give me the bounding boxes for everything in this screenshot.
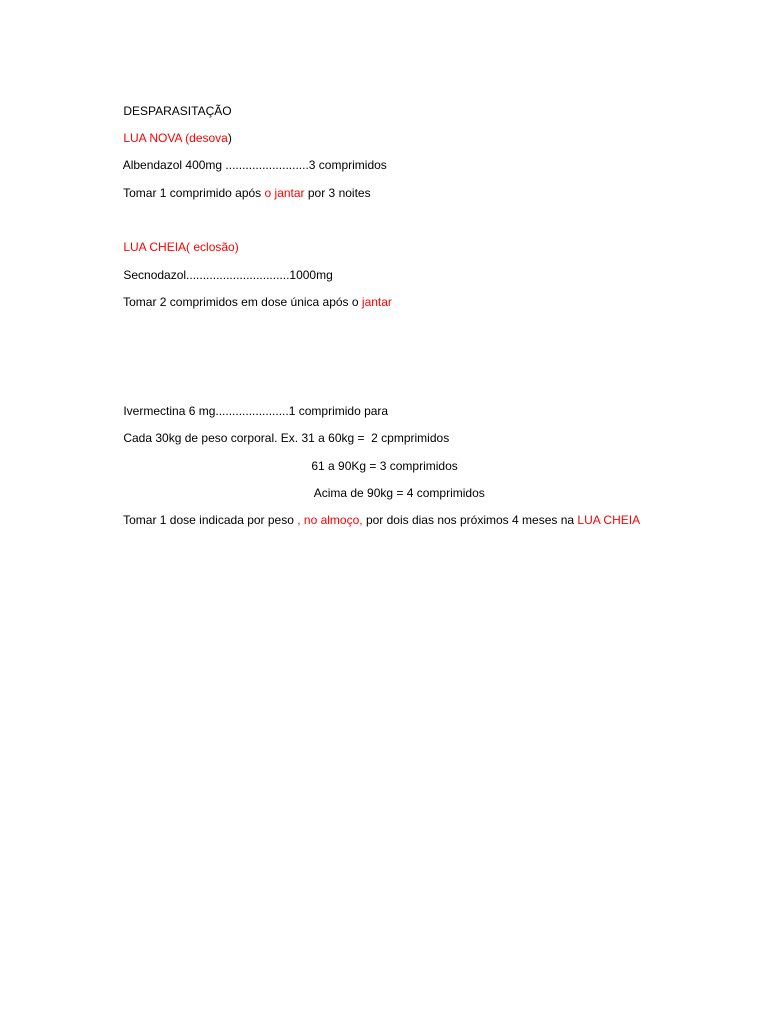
ivermectin-text: Ivermectina 6 mg......................1 comprimido para <box>123 404 389 418</box>
document-title <box>110 87 232 118</box>
ivermectin-instruction-red-2: LUA CHEIA <box>577 513 641 527</box>
new-moon-heading <box>110 114 232 145</box>
secnodazol-line <box>110 251 333 282</box>
ivermectin-instruction <box>110 496 641 527</box>
secnodazol-text: Secnodazol...............................1000mg <box>123 268 333 282</box>
full-moon-heading <box>110 223 239 254</box>
full-moon-instruction-red: jantar <box>361 295 392 309</box>
new-moon-instruction-prefix: Tomar 1 comprimido após <box>123 186 265 200</box>
ivermectin-dose-line-2 <box>298 442 458 473</box>
new-moon-instruction-red: o jantar <box>264 186 305 200</box>
full-moon-heading-text: LUA CHEIA( eclosão) <box>123 240 239 254</box>
ivermectin-dose-3-text: Acima de 90kg = 4 comprimidos <box>313 486 485 500</box>
ivermectin-dose-1-text: Cada 30kg de peso corporal. Ex. 31 a 60kg = 2 cpmprimidos <box>123 431 450 445</box>
ivermectin-instruction-red-1: , no almoço, <box>297 513 363 527</box>
albendazol-text: Albendazol 400mg .........................3 comprimidos <box>122 158 387 172</box>
albendazol-line <box>110 141 387 172</box>
new-moon-instruction <box>110 169 371 200</box>
ivermectin-instruction-middle: por dois dias nos próximos 4 meses na <box>362 513 578 527</box>
new-moon-instruction-suffix: por 3 noites <box>304 186 371 200</box>
ivermectin-dose-line-1 <box>110 414 450 445</box>
full-moon-instruction-prefix: Tomar 2 comprimidos em dose única após o <box>123 295 362 309</box>
title-text: DESPARASITAÇÃO <box>123 104 232 118</box>
ivermectin-line <box>110 387 389 418</box>
ivermectin-dose-line-3 <box>301 469 485 500</box>
new-moon-heading-close: ) <box>227 131 232 145</box>
ivermectin-instruction-prefix: Tomar 1 dose indicada por peso <box>123 513 298 527</box>
ivermectin-dose-2-text: 61 a 90Kg = 3 comprimidos <box>311 459 458 473</box>
full-moon-instruction <box>110 278 392 309</box>
new-moon-heading-red: LUA NOVA (desova <box>123 131 228 145</box>
